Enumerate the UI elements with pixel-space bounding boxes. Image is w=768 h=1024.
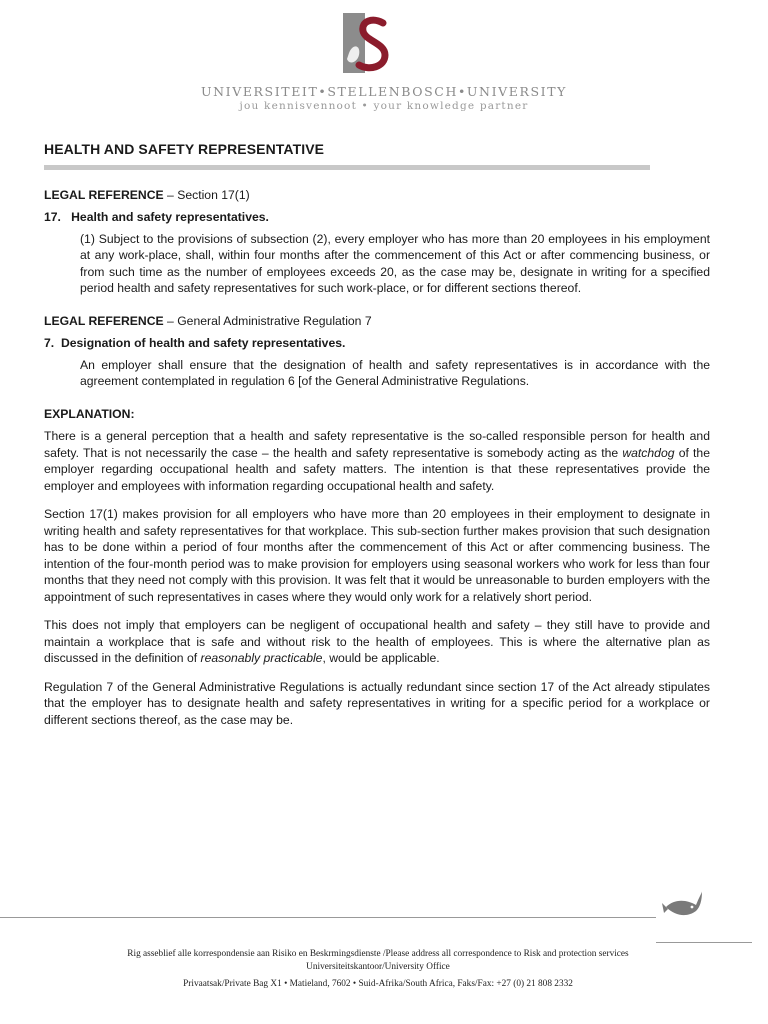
legal-reference-label: LEGAL REFERENCE	[44, 313, 164, 328]
legal-reference-text: – Section 17(1)	[163, 187, 250, 202]
section-heading-17	[44, 209, 710, 226]
legal-reference-2	[44, 313, 710, 330]
section-17-text: (1) Subject to the provisions of subsection (2), every employer who has more than 20 employees in his employment at any work-place, shall, within four months after the commencement of this Act or after commencing business, or from such time as the number of employees exceeds 20, as the case may be, designate in writing for a specified period health and safety representatives for such work-place, or for different sections thereof.	[80, 231, 710, 295]
stellenbosch-crest-icon	[343, 13, 391, 73]
footer-divider	[0, 917, 656, 918]
section-number: 17.	[44, 210, 61, 224]
section-number: 7.	[44, 336, 55, 350]
text-run: There is a general perception that a health and safety representative is the so-called responsible person for health and safety. That is not necessarily the case – the health and safety representative is somebody acting as the	[44, 429, 710, 460]
document-body	[44, 141, 710, 728]
legal-reference-label: LEGAL REFERENCE	[44, 187, 164, 202]
page-title: HEALTH AND SAFETY REPRESENTATIVE	[44, 141, 325, 157]
fish-ornament-icon	[662, 887, 704, 921]
footer-line-1: Rig asseblief alle korrespondensie aan Risiko en Beskrmingsdienste /Please address all correspondence to Risk and protection services	[127, 949, 629, 959]
explanation-paragraph-1	[44, 428, 710, 494]
university-tagline: jou kennisvennoot • your knowledge partner	[239, 100, 529, 112]
emphasis: reasonably practicable	[200, 651, 323, 665]
text-run: , would be applicable.	[322, 651, 440, 665]
university-name: UNIVERSITEIT•STELLENBOSCH•UNIVERSITY	[200, 84, 567, 99]
explanation-heading: EXPLANATION:	[44, 406, 135, 421]
explanation-paragraph-4: Regulation 7 of the General Administrative Regulations is actually redundant since section 17 of the Act already stipulates that the employer has to designate health and safety representatives in writing for a specific period for a workplace or different sections thereof, as the case may be.	[44, 679, 710, 727]
regulation-7-text: An employer shall ensure that the designation of health and safety representatives is in accordance with the agreement contemplated in regulation 6 [of the General Administrative Regulations.	[80, 357, 710, 388]
explanation-paragraph-2: Section 17(1) makes provision for all employers who have more than 20 employees in their employment to designate in writing health and safety representatives for that workplace. This sub-section further makes provision that such designation has to be done within a period of four months after the commencement of this Act or after commencing business. The intention of the four-month period was to make provision for employers using seasonal workers who work for less than four months that they need not comply with this provision. It was felt that it would be unreasonable to burden employers with the appointment of such representatives in cases where they would only work for a relatively short period.	[44, 507, 710, 604]
section-title: Health and safety representatives.	[71, 210, 269, 224]
legal-reference-1	[44, 187, 710, 204]
text-run: This does not imply that employers can be negligent of occupational health and safety – they still have to provide and maintain a workplace that is safe and without risk to the health of employees. This is where the alternative plan as discussed in the definition of	[44, 618, 710, 665]
section-heading-7	[44, 335, 710, 352]
section-title: Designation of health and safety representatives.	[60, 336, 346, 350]
legal-reference-text: – General Administrative Regulation 7	[163, 313, 372, 328]
emphasis: watchdog	[622, 445, 675, 460]
footer-divider-right	[656, 942, 752, 943]
footer-line-2: Universiteitskantoor/University Office	[306, 962, 450, 972]
text-run: of the employer regarding occupational health and safety matters. The intention is that these representatives provide the employer and employees with information regarding occupational health and safety.	[44, 445, 710, 493]
title-rule	[44, 165, 650, 170]
footer-line-3: Privaatsak/Private Bag X1 • Matieland, 7602 • Suid-Afrika/South Africa, Faks/Fax: +27 (0) 21 808 2332	[183, 979, 573, 989]
explanation-paragraph-3	[44, 617, 710, 667]
